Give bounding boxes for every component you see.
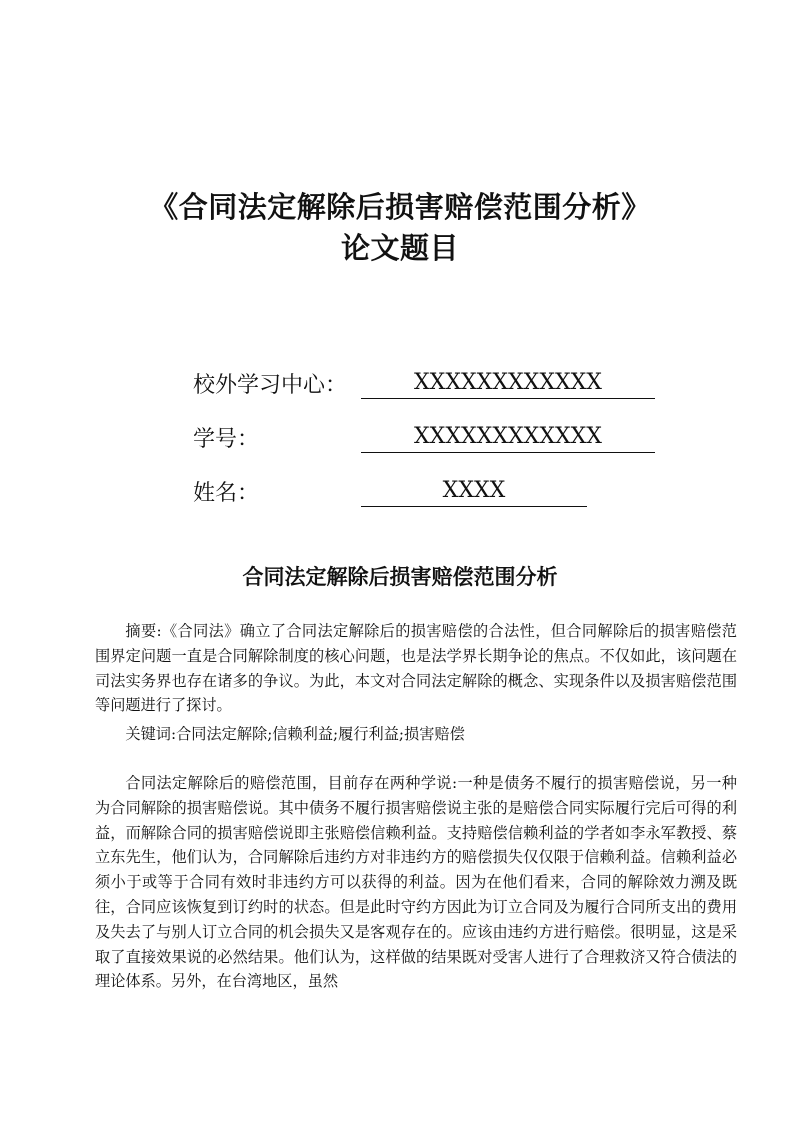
cover-subtitle: 论文题目	[340, 231, 459, 265]
id-value: XXXXXXXXXXXX	[361, 422, 655, 453]
center-label: 校外学习中心：	[193, 373, 348, 398]
cover-title: 《合同法定解除后损害赔偿范围分析》	[149, 190, 651, 224]
center-value: XXXXXXXXXXXX	[361, 368, 655, 399]
paper-title: 合同法定解除后损害赔偿范围分析	[242, 564, 558, 589]
id-label: 学号：	[193, 427, 260, 452]
name-label: 姓名：	[193, 481, 260, 506]
abstract-paragraph: 摘要:《合同法》确立了合同法定解除后的损害赔偿的合法性，但合同解除后的损害赔偿范围界定问题一直是合同解除制度的核心问题，也是法学界长期争论的焦点。不仅如此，该问题在司法实务界也存在诸多的争议。为此，本文对合同法定解除的概念、实现条件以及损害赔偿范围等问题进行了探讨。	[95, 622, 737, 715]
name-value: XXXX	[361, 476, 587, 507]
body-paragraph: 合同法定解除后的赔偿范围，目前存在两种学说:一种是债务不履行的损害赔偿说，另一种为合同解除的损害赔偿说。其中债务不履行损害赔偿说主张的是赔偿合同实际履行完后可得的利益，而解除合同的损害赔偿说即主张赔偿信赖利益。支持赔偿信赖利益的学者如李永军教授、蔡立东先生，他们认为，合同解除后违约方对非违约方的赔偿损失仅仅限于信赖利益。信赖利益必须小于或等于合同有效时非违约方可以获得的利益。因为在他们看来，合同的解除效力溯及既往，合同应该恢复到订约时的状态。但是此时守约方因此为订立合同及为履行合同所支出的费用及失去了与别人订立合同的机会损失又是客观存在的。应该由违约方进行赔偿。很明显，这是采取了直接效果说的必然结果。他们认为，这样做的结果既对受害人进行了合理救济又符合债法的理论体系。另外，在台湾地区，虽然	[95, 774, 737, 991]
keywords-line: 关键词:合同法定解除;信赖利益;履行利益;损害赔偿	[125, 725, 465, 743]
